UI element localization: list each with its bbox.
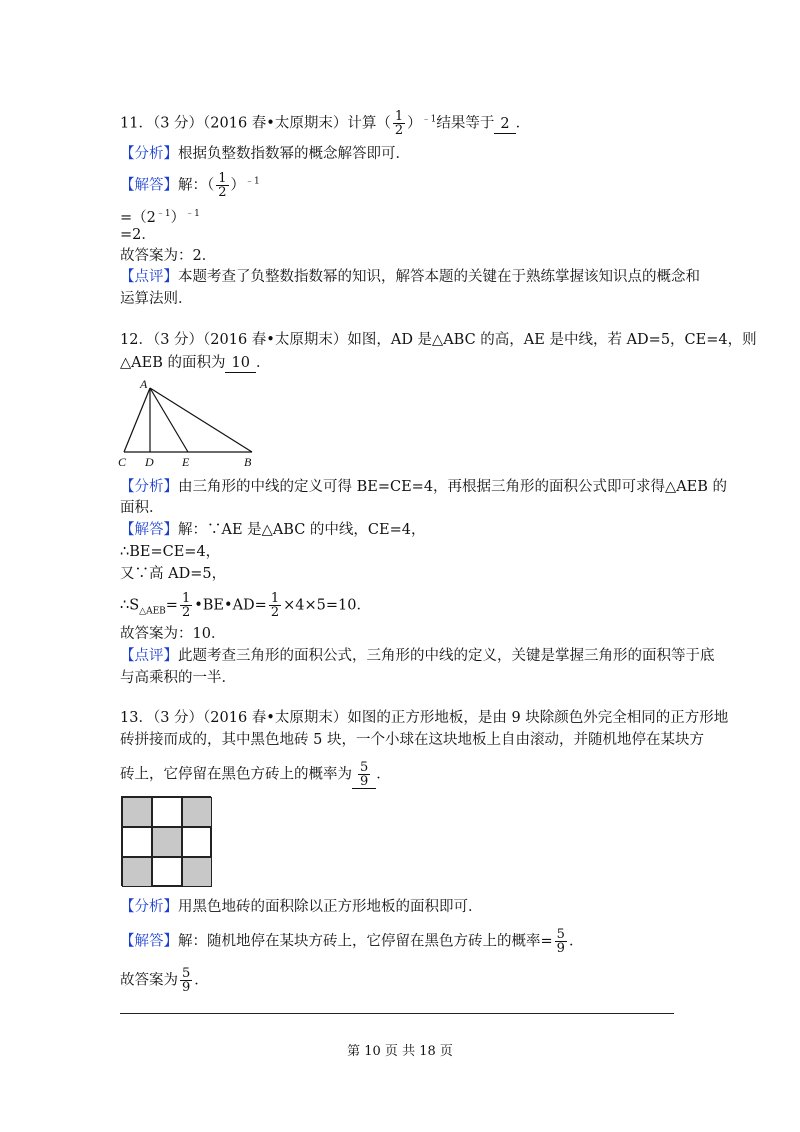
- q11-analysis: 【分析】根据负整数指数幂的概念解答即可．: [120, 146, 410, 162]
- footer-rule: [120, 1013, 674, 1014]
- tile-dark: [122, 857, 152, 887]
- q11-step1: $=(2^{﹣1})^{﹣1}$: [120, 209, 200, 226]
- tile-dark: [152, 827, 182, 857]
- q13-question-3: 砖上，它停留在黑色方砖上的概率为 $\frac{5}{9}$ ．: [120, 760, 391, 789]
- q12-comment-2: 与高乘积的一半．: [120, 670, 236, 686]
- q12-solution: 【解答】解：∵AE 是△ABC 的中线，CE=4，: [120, 522, 426, 538]
- q12-question: 12．（3 分）（2016 春•太原期末）如图，AD 是△ABC 的高，AE 是中线，若 AD=5，CE=4，则: [120, 332, 757, 348]
- q12-comment: 【点评】此题考查三角形的面积公式，三角形的中线的定义，关键是掌握三角形的面积等于底: [120, 648, 715, 664]
- q11-answer: 2: [494, 115, 515, 134]
- q11-final: 故答案为：2．: [120, 248, 217, 264]
- fraction-one-half: $\frac{1}{2}$: [181, 591, 191, 620]
- label-a: A: [140, 377, 148, 391]
- q11-solution: 【解答】解：（ $\frac{1}{2}$ ）$^{﹣1}$: [120, 171, 260, 200]
- q11-comment: 【点评】本题考查了负整数指数幂的知识，解答本题的关键在于熟练掌握该知识点的概念和: [120, 269, 700, 285]
- q13-question: 13．（3 分）（2016 春•太原期末）如图的正方形地板，是由 9 块除颜色外完全相同的正方形地: [120, 710, 729, 726]
- q12-final: 故答案为：10．: [120, 626, 226, 642]
- side-ab: [150, 388, 252, 452]
- label-b: B: [244, 455, 252, 468]
- fraction-one-half: $\frac{1}{2}$: [270, 591, 280, 620]
- q13-solution: 【解答】解：随机地停在某块方砖上，它停留在黑色方砖上的概率= $\frac{5}{9}$ ．: [120, 927, 584, 956]
- q13-analysis: 【分析】用黑色地砖的面积除以正方形地板的面积即可．: [120, 899, 483, 915]
- q12-question-2: △AEB 的面积为 10 ．: [120, 355, 271, 371]
- q11-comment-2: 运算法则．: [120, 291, 193, 307]
- fraction-one-half: $\frac{1}{2}$: [218, 171, 227, 200]
- tile-light: [152, 797, 182, 827]
- side-ac: [124, 388, 150, 452]
- q12-analysis: 【分析】由三角形的中线的定义可得 BE=CE=4，再根据三角形的面积公式即可求得△AEB 的: [120, 479, 728, 495]
- tile-light: [152, 857, 182, 887]
- label-e: E: [182, 455, 190, 468]
- q12-analysis-2: 面积．: [120, 500, 164, 516]
- q11-question: 11．（3 分）（2016 春•太原期末）计算（ $\frac{1}{2}$ ）$^{﹣1}$结果等于 2 ．: [120, 109, 531, 138]
- tile-light: [182, 827, 212, 857]
- q13-question-2: 砖拼接而成的，其中黑色地砖 5 块，一个小球在这块地板上自由滚动，并随机地停在某块方: [120, 732, 704, 748]
- fraction-five-ninths: $\frac{5}{9}$: [556, 927, 565, 956]
- tile-dark: [182, 797, 212, 827]
- page-footer: 第 10 页 共 18 页: [347, 1044, 453, 1059]
- tile-dark: [122, 797, 152, 827]
- triangle-figure: [112, 376, 262, 468]
- q12-solution-3: 又∵高 AD=5，: [120, 566, 227, 582]
- fraction-five-ninths: $\frac{5}{9}$: [182, 966, 191, 995]
- q13-answer: [352, 761, 376, 789]
- q11-step2: =2．: [120, 227, 156, 243]
- q12-solution-2: ∴BE=CE=4，: [120, 544, 221, 560]
- tile-light: [122, 827, 152, 857]
- q12-solution-4: $\therefore S_{\triangle AEB}=$ $\frac{1}{2}$ •BE•AD= $\frac{1}{2}$ ×4×5=10．: [120, 591, 371, 620]
- fraction-one-half: $\frac{1}{2}$: [394, 109, 404, 138]
- q13-final: 故答案为 $\frac{5}{9}$ ．: [120, 966, 209, 995]
- median-ae: [150, 388, 188, 452]
- tile-dark: [182, 857, 212, 887]
- tile-grid: [121, 796, 211, 886]
- label-d: D: [145, 455, 154, 468]
- fraction-five-ninths: $\frac{5}{9}$: [360, 760, 369, 789]
- label-c: C: [118, 455, 127, 468]
- q12-answer: 10: [225, 354, 255, 373]
